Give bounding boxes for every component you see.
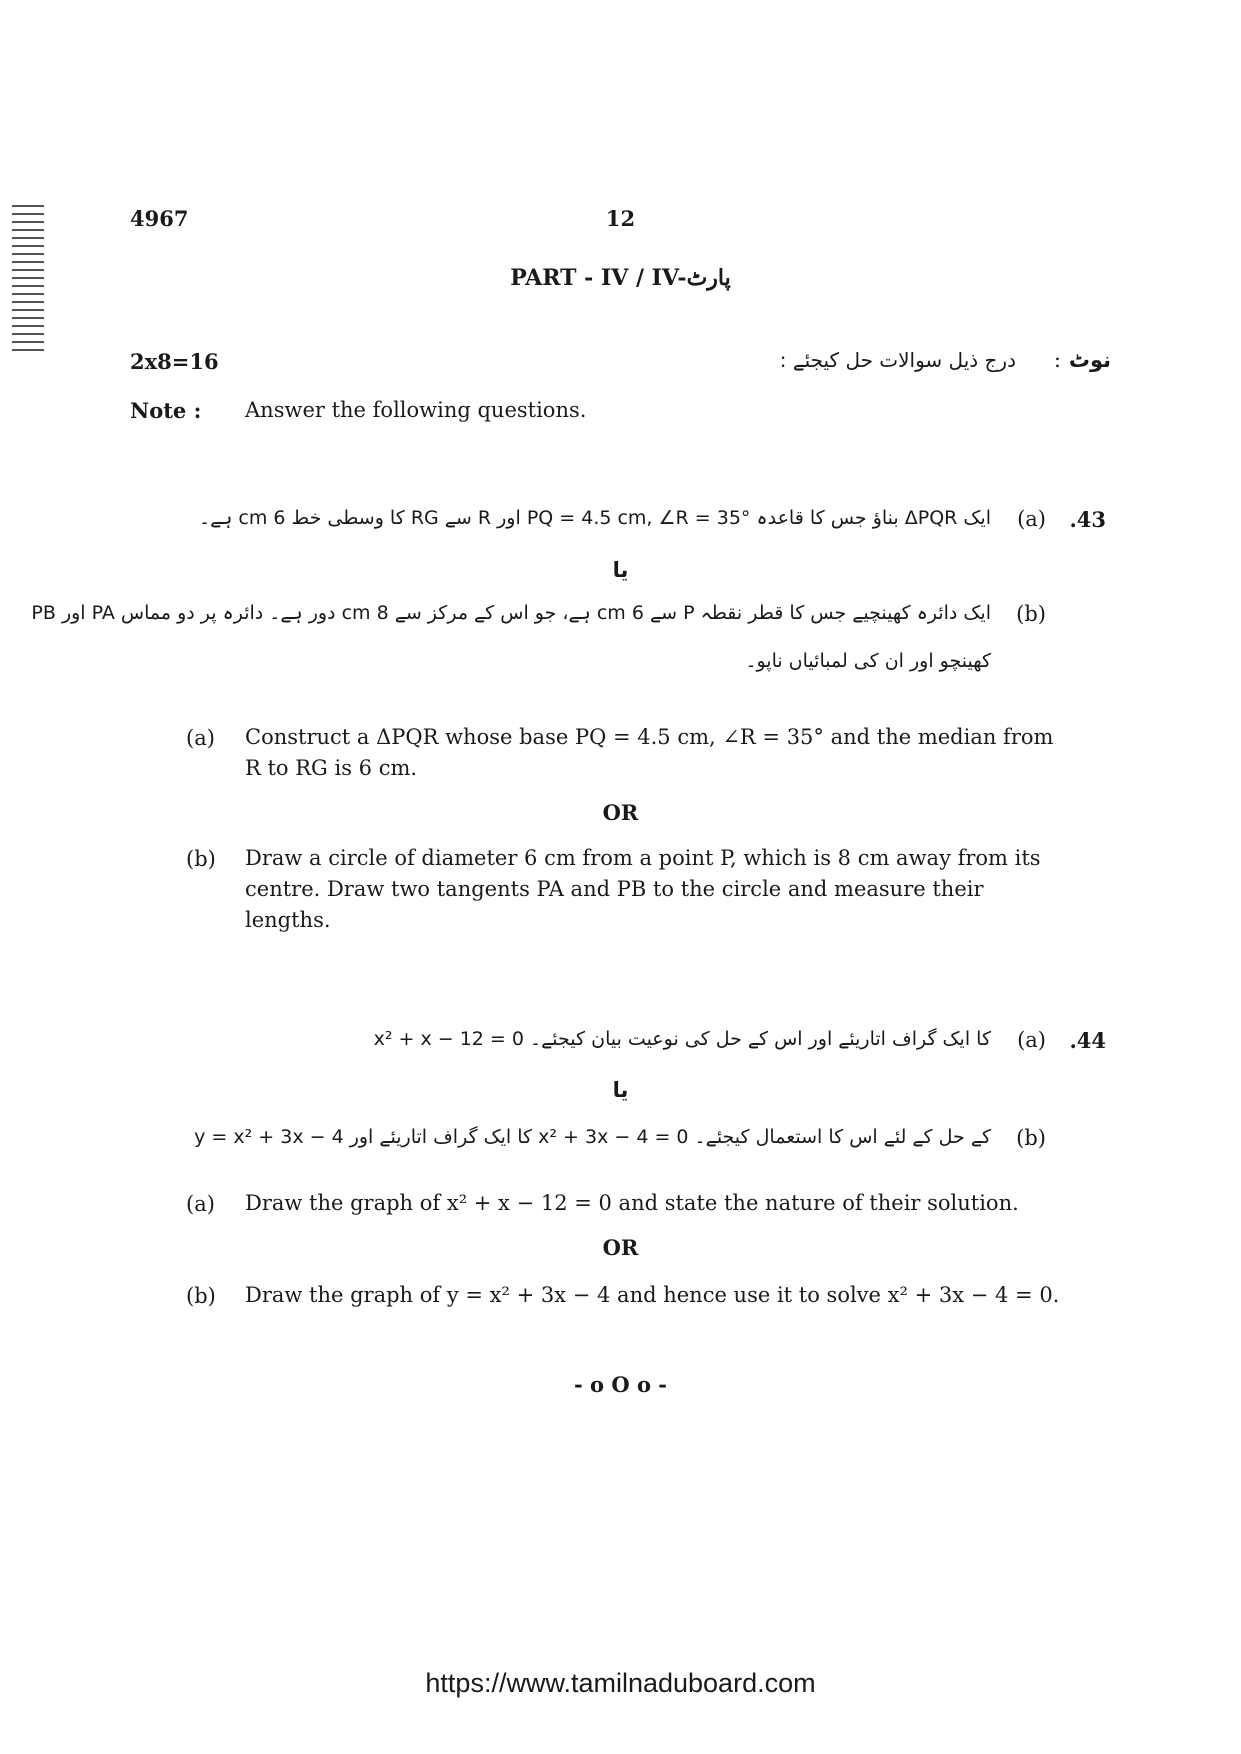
page-number: 12 — [605, 206, 636, 231]
en-option-a-label: (a) — [186, 726, 215, 750]
urdu-or: یا — [612, 558, 629, 582]
urdu-note-colon: : — [1053, 348, 1061, 372]
en-option-a-text: Draw the graph of x² + x − 12 = 0 and state the nature of their solution. — [245, 1191, 1019, 1215]
note-label: Note : — [130, 398, 202, 423]
en-option-a-text-line1: Construct a ΔPQR whose base PQ = 4.5 cm, ∠R = 35° and the median from — [245, 725, 1054, 749]
question-number: .43 — [1069, 507, 1106, 532]
urdu-option-b-label: (b) — [1016, 1126, 1046, 1150]
website-url[interactable]: https://www.tamilnaduboard.com — [425, 1668, 816, 1698]
urdu-or: یا — [612, 1078, 629, 1102]
en-or: OR — [602, 800, 639, 825]
en-option-b-text-line3: lengths. — [245, 908, 331, 932]
urdu-option-b-label: (b) — [1016, 602, 1046, 626]
en-option-b-label: (b) — [186, 847, 216, 871]
note-text: Answer the following questions. — [245, 398, 587, 422]
en-or: OR — [602, 1235, 639, 1260]
marks: 2x8=16 — [130, 349, 219, 374]
en-option-b-text: Draw the graph of y = x² + 3x − 4 and hence use it to solve x² + 3x − 4 = 0. — [245, 1283, 1060, 1307]
en-option-b-text-line1: Draw a circle of diameter 6 cm from a point P, which is 8 cm away from its — [245, 846, 1041, 870]
urdu-option-a-label: (a) — [1017, 1028, 1046, 1052]
urdu-option-b-text: y = x² + 3x − 4 کا ایک گراف اتاریئے اور x² + 3x − 4 = 0 کے حل کے لئے اس کا استعمال کیجئے۔ — [194, 1126, 991, 1148]
question-number: .44 — [1069, 1028, 1106, 1053]
en-option-b-label: (b) — [186, 1284, 216, 1308]
urdu-option-a-text: x² + x − 12 = 0 کا ایک گراف اتاریئے اور اس کے حل کی نوعیت بیان کیجئے۔ — [373, 1028, 991, 1050]
en-option-a-text-line2: R to RG is 6 cm. — [245, 756, 418, 780]
paper-code: 4967 — [130, 206, 189, 231]
urdu-option-a-text: ایک ΔPQR بناؤ جس کا قاعدہ PQ = 4.5 cm, ∠R = 35° اور R سے RG کا وسطی خط 6 cm ہے۔ — [198, 507, 991, 529]
en-option-a-label: (a) — [186, 1192, 215, 1216]
urdu-note-label: نوٹ — [1068, 348, 1111, 372]
urdu-option-b-text-line2: کھینچو اور ان کی لمبائیاں ناپو۔ — [745, 650, 991, 672]
part-title: PART - IV / IV-پارٹ — [510, 265, 731, 291]
urdu-option-a-label: (a) — [1017, 507, 1046, 531]
end-mark: - o O o - — [574, 1372, 667, 1397]
en-option-b-text-line2: centre. Draw two tangents PA and PB to the circle and measure their — [245, 877, 984, 901]
urdu-option-b-text-line1: ایک دائرہ کھینچیے جس کا قطر نقطہ P سے 6 cm ہے، جو اس کے مرکز سے 8 cm دور ہے۔ دائرہ پر دو مماس PA اور PB — [31, 602, 991, 624]
urdu-note-text: درج ذیل سوالات حل کیجئے : — [779, 348, 1016, 372]
